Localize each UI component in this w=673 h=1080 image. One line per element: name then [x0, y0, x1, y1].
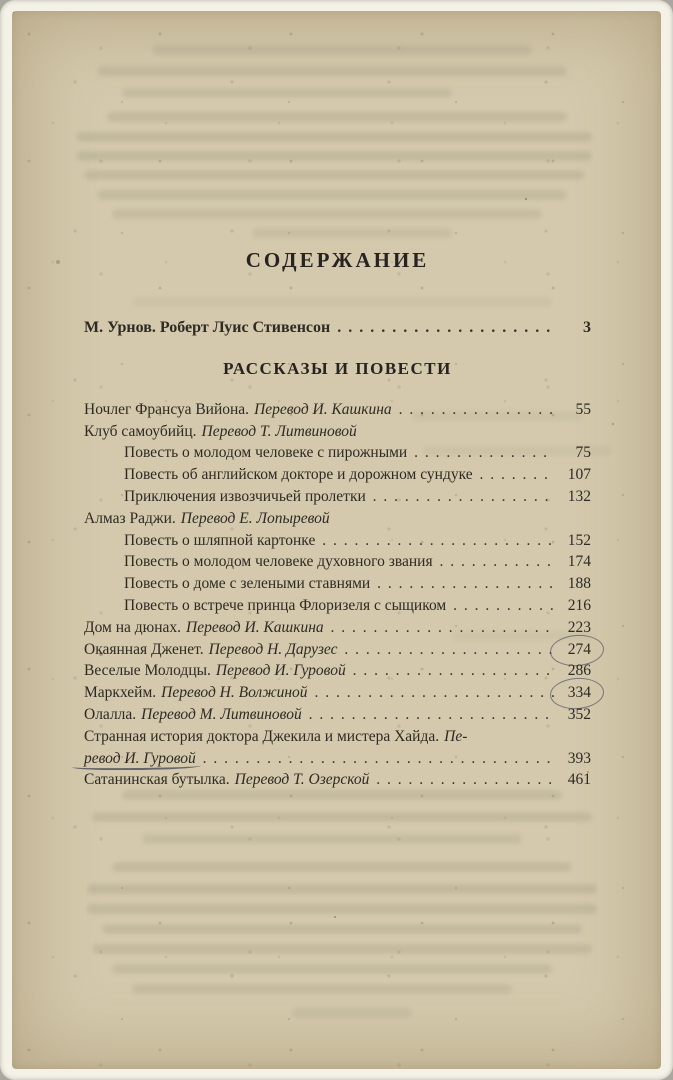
toc-entry-text: Повесть об английском докторе и дорожном сундуке: [124, 466, 473, 484]
page-content: [12, 11, 661, 791]
book-page: [12, 11, 661, 1069]
toc-entry-text: Повесть о молодом человеке с пирожными: [124, 444, 408, 462]
toc-entry-text: Сатанинская бутылка. Перевод Т. Озерской: [84, 771, 370, 789]
page-number: 286: [567, 662, 591, 680]
bleedthrough-line: [92, 812, 592, 822]
bleedthrough-line: [292, 1008, 412, 1018]
dot-leader: [315, 530, 555, 552]
toc-entry-text: Веселые Молодцы. Перевод И. Гуровой: [84, 662, 346, 680]
toc-entry-text: Маркхейм. Перевод Н. Волжиной: [84, 684, 308, 702]
dot-leader: [346, 660, 555, 682]
toc-entry: [84, 639, 591, 661]
bleedthrough-line: [112, 862, 572, 872]
page-number: 174: [567, 553, 591, 571]
toc-entry: [84, 595, 591, 617]
toc-entry: [84, 399, 591, 421]
toc-entry: [84, 726, 591, 748]
toc-entry-text: Олалла. Перевод М. Литвиновой: [84, 705, 302, 723]
toc-entry-text: Окаянная Дженет. Перевод Н. Дарузес: [84, 640, 338, 658]
bleedthrough-line: [102, 924, 582, 934]
toc-entry: [84, 573, 591, 595]
page-number: 188: [567, 575, 591, 593]
contents-title: СОДЕРЖАНИЕ: [245, 248, 430, 272]
toc-entry: [84, 530, 591, 552]
underlined-text: И. Гуровой: [124, 749, 196, 767]
section-heading: РАССКАЗЫ И ПОВЕСТИ: [223, 358, 452, 378]
toc-entry: [84, 769, 591, 791]
dot-leader: [473, 464, 555, 486]
dot-leader: [337, 639, 555, 661]
bleedthrough-line: [132, 984, 512, 994]
dot-leader: [392, 399, 555, 421]
page-number: 75: [575, 444, 591, 462]
dot-leader: [407, 442, 555, 464]
bleedthrough-line: [122, 790, 562, 800]
bleedthrough-line: [87, 884, 597, 894]
page-number: 216: [567, 596, 591, 614]
toc-entry: [84, 617, 591, 639]
toc-entry: [84, 551, 591, 573]
toc-entry-text: Повесть о доме с зелеными ставнями: [124, 575, 371, 593]
page-number: 55: [575, 400, 591, 418]
toc-entry-text: Клуб самоубийц. Перевод Т. Литвиновой: [84, 422, 357, 440]
toc-entry: [84, 421, 591, 443]
dot-leader: [366, 486, 555, 508]
dot-leader: [369, 769, 555, 791]
page-number: 152: [567, 531, 591, 549]
bleedthrough-line: [92, 944, 592, 954]
toc-entry: [84, 660, 591, 682]
toc-entry-text: Ночлег Франсуа Вийона. Перевод И. Кашкина: [84, 400, 392, 418]
toc-intro-entry: [84, 317, 591, 339]
dot-leader: [433, 551, 555, 573]
toc-entry-text: Приключения извозчичьей пролетки: [124, 487, 366, 505]
toc-entry: [84, 682, 591, 704]
dot-leader: [308, 682, 555, 704]
toc-list: [84, 399, 591, 791]
dot-leader: [302, 704, 555, 726]
toc-entry-text: Повесть о молодом человеке духовного звания: [124, 553, 433, 571]
page-number: 352: [567, 705, 591, 723]
dot-leader: [324, 617, 555, 639]
toc-entry-text: Странная история доктора Джекила и мистера Хайда. Пе-: [84, 727, 468, 745]
toc-entry: [84, 442, 591, 464]
intro-page-number: 3: [583, 319, 591, 336]
page-number: 334: [561, 682, 591, 704]
toc-entry-text: ревод И. Гуровой: [84, 749, 196, 767]
toc-entry: [84, 508, 591, 530]
bleedthrough-line: [87, 904, 597, 914]
dot-leader: [330, 317, 555, 339]
bleedthrough-line: [112, 964, 552, 974]
toc-entry-text: Повесть о встрече принца Флоризеля с сыщиком: [124, 596, 447, 614]
page-number: 132: [567, 487, 591, 505]
toc-entry: [84, 748, 591, 770]
toc-entry-text: Повесть о шляпной картонке: [124, 531, 316, 549]
dot-leader: [446, 595, 555, 617]
toc-entry: [84, 704, 591, 726]
toc-entry-text: Алмаз Раджи. Перевод Е. Лопыревой: [84, 509, 330, 527]
page-number: 223: [567, 618, 591, 636]
page-number: 393: [567, 749, 591, 767]
toc-entry: [84, 486, 591, 508]
toc-entry-text: Дом на дюнах. Перевод И. Кашкина: [84, 618, 324, 636]
dot-leader: [370, 573, 555, 595]
page-number: 107: [567, 466, 591, 484]
intro-text: М. Урнов. Роберт Луис Стивенсон: [84, 319, 331, 336]
bleedthrough-line: [142, 834, 522, 844]
toc-entry: [84, 464, 591, 486]
page-number: 461: [567, 771, 591, 789]
dot-leader: [196, 748, 555, 770]
page-number: 274: [561, 639, 591, 661]
